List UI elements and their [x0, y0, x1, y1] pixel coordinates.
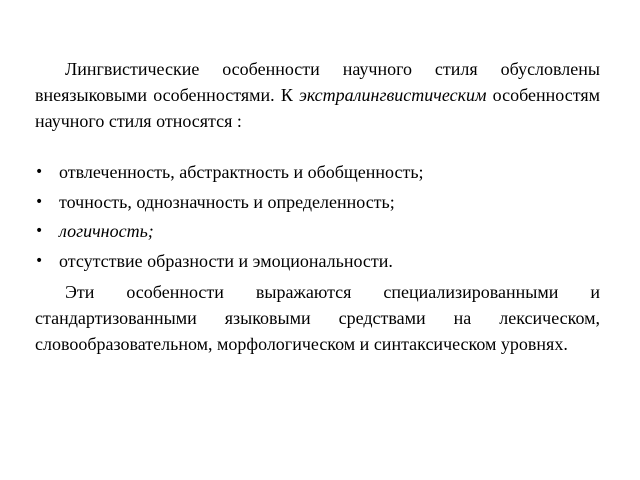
intro-italic-term: экстралингвистическим — [299, 85, 487, 105]
intro-text-start: Лингвистические особенности научного стиля обусловлены внеязыковыми особенностями. К — [35, 59, 600, 105]
list-item-text: точность, однозначность и определенность; — [59, 191, 395, 212]
bullet-icon: • — [35, 223, 44, 239]
list-item-text: отвлеченность, абстрактность и обобщенность; — [59, 162, 424, 182]
list-item — [35, 188, 600, 218]
features-list — [35, 158, 600, 276]
slide-content — [35, 56, 600, 357]
bullet-icon: • — [35, 193, 44, 210]
bullet-icon: • — [35, 252, 44, 269]
list-item-text: отсутствие образности и эмоциональности. — [59, 250, 393, 271]
intro-paragraph — [35, 56, 600, 134]
intro-text-end: особенностям научного стиля относятся : — [35, 85, 600, 131]
list-item — [35, 217, 600, 247]
list-item — [35, 247, 600, 277]
list-item-text: логичность; — [59, 221, 154, 241]
bullet-icon: • — [35, 164, 44, 180]
list-item — [35, 158, 600, 188]
closing-paragraph: Эти особенности выражаются специализированными и стандартизованными языковыми средствами на лексическом, словообразовательном, морфологическом и синтаксическом уровнях. — [35, 282, 600, 354]
